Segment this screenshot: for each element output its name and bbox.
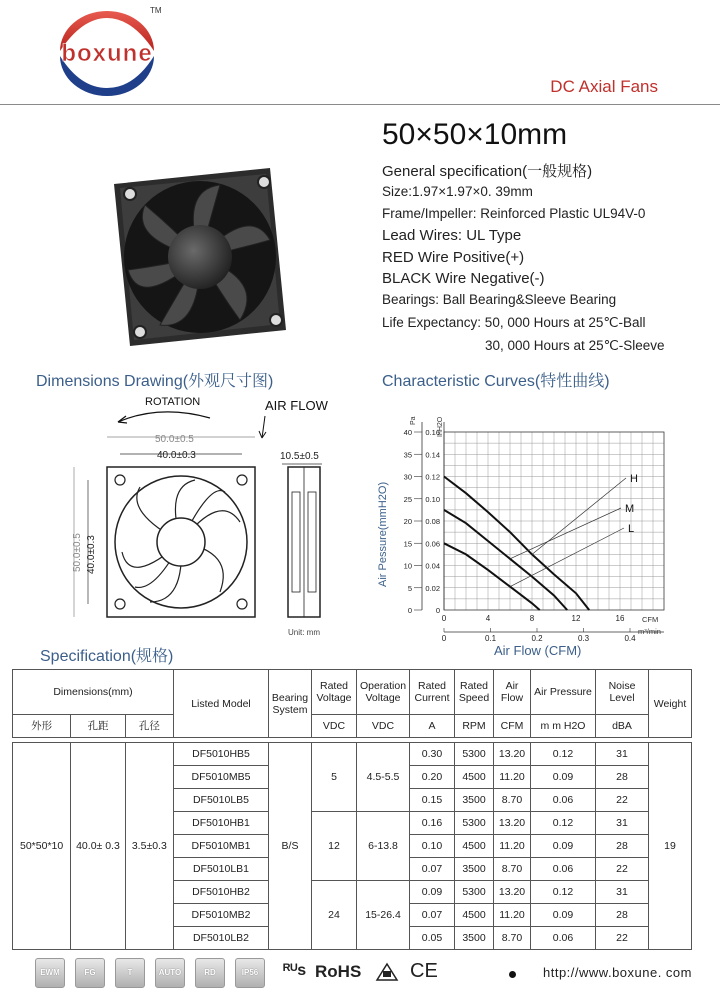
- ul-mark-icon: ᴿᵁs: [283, 962, 307, 979]
- cell-flow: 13.20: [494, 881, 531, 904]
- cell-operation-voltage: 15-26.4: [357, 881, 410, 950]
- cell-current: 0.20: [410, 766, 455, 789]
- cell-model: DF5010LB5: [174, 789, 269, 812]
- y-tick-mmh2o: 0.02: [425, 583, 440, 593]
- cell-model: DF5010MB2: [174, 904, 269, 927]
- y-tick-pa: 20: [403, 517, 412, 526]
- series-label-m: M: [625, 503, 635, 515]
- rohs-mark: RoHS: [315, 962, 362, 981]
- cell-noise: 31: [596, 881, 649, 904]
- spec-frame: Frame/Impeller: Reinforced Plastic UL94V-0: [382, 206, 646, 221]
- cell-current: 0.07: [410, 858, 455, 881]
- cell-flow: 11.20: [494, 904, 531, 927]
- th-weight: Weight: [649, 670, 692, 738]
- cell-weight: 19: [649, 743, 692, 950]
- cell-noise: 22: [596, 927, 649, 950]
- x-tick-cfm: 12: [571, 614, 581, 623]
- th-vdc-rated: VDC: [312, 715, 357, 738]
- thickness-label: 10.5±0.5: [280, 451, 319, 462]
- spec-life-sleeve: 30, 000 Hours at 25℃-Sleeve: [485, 338, 665, 353]
- x-tick-m3: 0.3: [577, 634, 590, 643]
- y-tick-mmh2o: 0.06: [425, 539, 440, 549]
- cell-current: 0.09: [410, 881, 455, 904]
- cell-noise: 28: [596, 835, 649, 858]
- y-tick-mmh2o: 0.16: [425, 428, 440, 437]
- cell-operation-voltage: 6-13.8: [357, 812, 410, 881]
- cert-t-icon: T: [115, 958, 145, 988]
- cell-flow: 8.70: [494, 789, 531, 812]
- cell-model: DF5010MB1: [174, 835, 269, 858]
- cell-flow: 11.20: [494, 766, 531, 789]
- y-tick-pa: 40: [403, 428, 412, 437]
- cell-pressure: 0.06: [531, 858, 596, 881]
- cell-flow: 13.20: [494, 743, 531, 766]
- trademark: TM: [150, 6, 162, 15]
- cell-current: 0.15: [410, 789, 455, 812]
- y-tick-pa: 0: [407, 606, 412, 615]
- chart-grid: [444, 432, 664, 610]
- cell-current: 0.10: [410, 835, 455, 858]
- boxune-logo: [52, 6, 162, 96]
- svg-text:boxune: boxune: [61, 40, 153, 67]
- x-tick-m3: 0.1: [484, 634, 497, 643]
- th-rated-current: Rated Current: [410, 670, 455, 715]
- cell-noise: 31: [596, 743, 649, 766]
- spec-lead-wires: Lead Wires: UL Type: [382, 227, 522, 244]
- cell-noise: 28: [596, 766, 649, 789]
- model-size-title: 50×50×10mm: [382, 118, 568, 151]
- cell-pressure: 0.09: [531, 835, 596, 858]
- cert-rd-icon: RD: [195, 958, 225, 988]
- cell-flow: 8.70: [494, 927, 531, 950]
- cell-model: DF5010HB2: [174, 881, 269, 904]
- y-tick-pa: 30: [403, 472, 412, 482]
- unit-label: Unit: mm: [288, 628, 320, 637]
- cell-speed: 4500: [455, 835, 494, 858]
- y-axis-label: Air Pessure(mmH2O): [377, 481, 389, 587]
- cell-rated-voltage: 5: [312, 743, 357, 812]
- x-tick-cfm: 8: [529, 614, 535, 623]
- cell-speed: 3500: [455, 858, 494, 881]
- y-tick-pa: 15: [403, 539, 412, 549]
- cell-speed: 3500: [455, 927, 494, 950]
- y-tick-mmh2o: 0.08: [425, 517, 440, 526]
- th-rated-speed: Rated Speed: [455, 670, 494, 715]
- cell-flow: 8.70: [494, 858, 531, 881]
- spec-size: Size:1.97×1.97×0. 39mm: [382, 184, 533, 199]
- y-tick-pa: 10: [403, 561, 412, 571]
- th-dimensions: Dimensions(mm): [13, 670, 174, 715]
- series-leader-h: [532, 478, 626, 554]
- cell-model: DF5010MB5: [174, 766, 269, 789]
- cell-speed: 5300: [455, 743, 494, 766]
- th-shape: 外形: [13, 715, 71, 738]
- th-bearing-system: Bearing System: [269, 670, 312, 738]
- table-header-row: [13, 670, 692, 715]
- spec-black-wire: BLACK Wire Negative(-): [382, 270, 545, 287]
- inner-width-label: 40.0±0.3: [157, 450, 196, 461]
- cell-speed: 4500: [455, 766, 494, 789]
- cell-pressure: 0.06: [531, 927, 596, 950]
- header-divider: [0, 104, 720, 105]
- th-operation-voltage: Operation Voltage: [357, 670, 410, 715]
- cell-hole: 3.5±0.3: [125, 743, 173, 950]
- x-tick-m3: 0.2: [531, 634, 543, 643]
- outer-height-label: 50.0±0.5: [72, 533, 83, 572]
- cell-speed: 4500: [455, 904, 494, 927]
- x-axis-label: Air Flow (CFM): [494, 643, 582, 658]
- th-noise-level: Noise Level: [596, 670, 649, 715]
- x-tick-m3: 0.4: [624, 634, 636, 643]
- cell-current: 0.30: [410, 743, 455, 766]
- cell-pressure: 0.12: [531, 743, 596, 766]
- cell-model: DF5010LB1: [174, 858, 269, 881]
- cell-operation-voltage: 4.5-5.5: [357, 743, 410, 812]
- fan-photo: [100, 160, 295, 355]
- table-subheader-row: [13, 715, 692, 738]
- cell-shape: 50*50*10: [13, 743, 71, 950]
- y-tick-mmh2o: 0.14: [425, 450, 440, 460]
- th-air-pressure: Air Pressure: [531, 670, 596, 715]
- website-link[interactable]: http://www.boxune. com: [542, 965, 692, 980]
- cell-rated-voltage: 12: [312, 812, 357, 881]
- cell-speed: 5300: [455, 881, 494, 904]
- series-line-m: [444, 510, 567, 610]
- dimensions-drawing-title: Dimensions Drawing(外观尺寸图): [36, 373, 274, 390]
- th-hole: 孔径: [125, 715, 173, 738]
- x-unit-bottom: m³/min: [638, 627, 661, 636]
- y-tick-mmh2o: 0.12: [425, 472, 440, 482]
- cell-pressure: 0.12: [531, 812, 596, 835]
- specification-table: [12, 669, 692, 950]
- specification-title: Specification(规格): [40, 648, 174, 665]
- th-mmh2o: m m H2O: [531, 715, 596, 738]
- cell-pressure: 0.09: [531, 904, 596, 927]
- weee-warning-icon: [375, 962, 399, 982]
- cell-pitch: 40.0± 0.3: [71, 743, 125, 950]
- series-label-h: H: [630, 473, 638, 485]
- outer-width-label: 50.0±0.5: [155, 434, 194, 445]
- th-pitch: 孔距: [71, 715, 125, 738]
- cell-noise: 22: [596, 789, 649, 812]
- characteristic-curves-chart: [372, 392, 717, 662]
- th-amp: A: [410, 715, 455, 738]
- cell-current: 0.16: [410, 812, 455, 835]
- y-unit-right: InH2O: [437, 416, 444, 437]
- series-label-l: L: [628, 523, 635, 535]
- inner-height-label: 40.0±0.3: [86, 535, 97, 574]
- x-tick-cfm: 16: [615, 614, 625, 623]
- cell-model: DF5010HB5: [174, 743, 269, 766]
- cell-bearing: B/S: [269, 743, 312, 950]
- cell-current: 0.07: [410, 904, 455, 927]
- characteristic-curves-title: Characteristic Curves(特性曲线): [382, 373, 610, 390]
- th-vdc-operation: VDC: [357, 715, 410, 738]
- x-unit-top: CFM: [642, 615, 659, 624]
- x-tick-cfm: 0: [441, 614, 447, 623]
- cell-noise: 28: [596, 904, 649, 927]
- website-bullet: [509, 971, 516, 978]
- x-tick-m3: 0: [441, 634, 447, 643]
- cell-speed: 5300: [455, 812, 494, 835]
- y-tick-mmh2o: 0.04: [425, 561, 440, 571]
- cell-model: DF5010HB1: [174, 812, 269, 835]
- y-tick-mmh2o: 0: [435, 606, 440, 615]
- cert-auto-icon: AUTO: [155, 958, 185, 988]
- air-flow-label: AIR FLOW: [265, 398, 328, 413]
- x-tick-cfm: 4: [485, 614, 491, 623]
- cell-model: DF5010LB2: [174, 927, 269, 950]
- general-spec-heading: General specification(一般规格): [382, 163, 593, 180]
- cell-flow: 11.20: [494, 835, 531, 858]
- th-rated-voltage: Rated Voltage: [312, 670, 357, 715]
- ce-mark: CE: [410, 960, 438, 982]
- th-rpm: RPM: [455, 715, 494, 738]
- series-leader-m: [510, 508, 621, 559]
- cert-ewm-icon: EWM: [35, 958, 65, 988]
- cell-speed: 3500: [455, 789, 494, 812]
- cell-rated-voltage: 24: [312, 881, 357, 950]
- series-leader-l: [510, 528, 624, 587]
- y-unit-left: Pa: [410, 416, 417, 425]
- dimension-drawing: [60, 392, 360, 637]
- y-tick-pa: 35: [403, 450, 412, 460]
- cell-noise: 22: [596, 858, 649, 881]
- cert-ip56-icon: IP56: [235, 958, 265, 988]
- spec-life-ball: Life Expectancy: 50, 000 Hours at 25℃-Ball: [382, 315, 646, 330]
- spec-red-wire: RED Wire Positive(+): [382, 249, 525, 266]
- y-tick-pa: 25: [403, 494, 412, 504]
- cell-pressure: 0.12: [531, 881, 596, 904]
- cert-fg-icon: FG: [75, 958, 105, 988]
- cell-flow: 13.20: [494, 812, 531, 835]
- th-air-flow: Air Flow: [494, 670, 531, 715]
- th-listed-model: Listed Model: [174, 670, 269, 738]
- y-tick-mmh2o: 0.10: [425, 494, 440, 504]
- rotation-label: ROTATION: [145, 396, 201, 408]
- cell-current: 0.05: [410, 927, 455, 950]
- cell-pressure: 0.06: [531, 789, 596, 812]
- cell-noise: 31: [596, 812, 649, 835]
- table-row: [13, 743, 692, 766]
- spec-bearings: Bearings: Ball Bearing&Sleeve Bearing: [382, 292, 617, 307]
- th-dba: dBA: [596, 715, 649, 738]
- product-line-title: DC Axial Fans: [550, 77, 658, 96]
- y-tick-pa: 5: [407, 583, 412, 593]
- cell-pressure: 0.09: [531, 766, 596, 789]
- th-cfm: CFM: [494, 715, 531, 738]
